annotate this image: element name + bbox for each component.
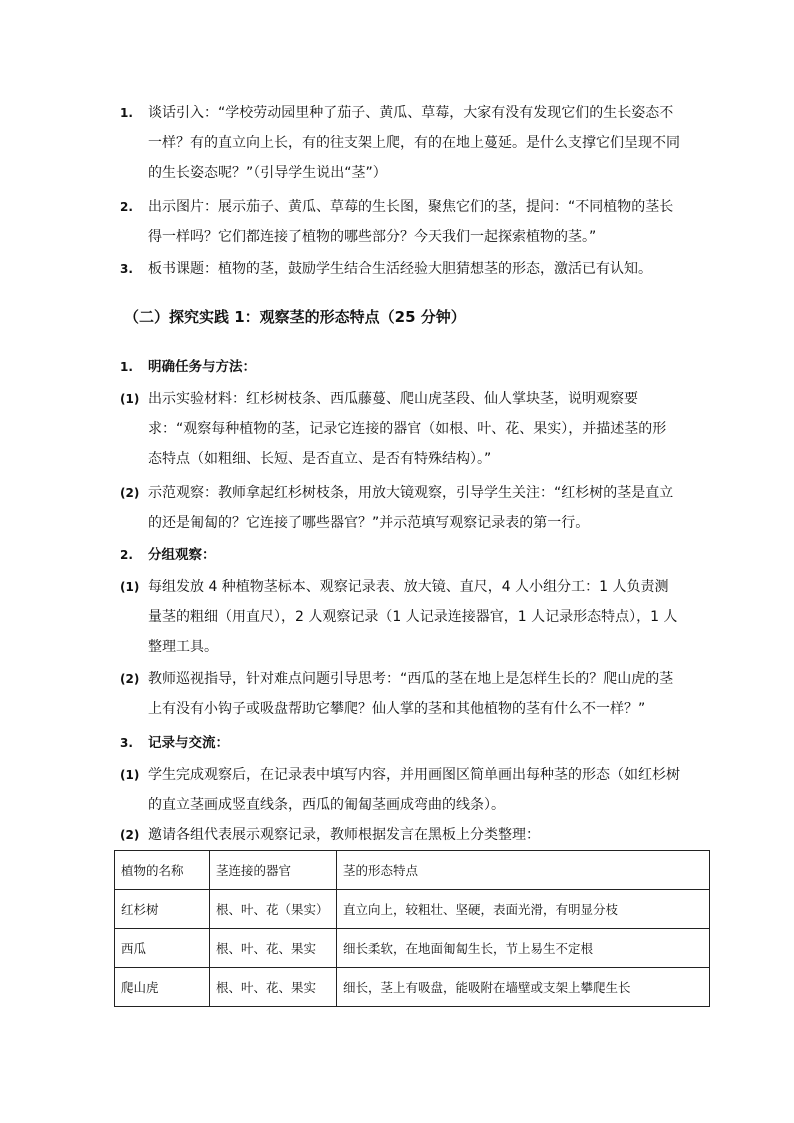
table-cell: 根、叶、花（果实） bbox=[210, 890, 337, 929]
intro-item-3 bbox=[120, 254, 680, 284]
table-cell: 西瓜 bbox=[115, 929, 210, 968]
step-title: 分组观察： bbox=[148, 547, 216, 563]
table-cell: 根、叶、花、果实 bbox=[210, 968, 337, 1007]
list-text: 谈话引入：“学校劳动园里种了茄子、黄瓜、草莓，大家有没有发现它们的生长姿态不一样？有的直立向上长，有的往支架上爬，有的在地上蔓延。是什么支撑它们呈现不同的生长姿态呢？”（引导学生说出“茎”） bbox=[148, 105, 680, 181]
step-1-heading bbox=[120, 352, 680, 382]
table-row bbox=[115, 968, 710, 1007]
list-text: 出示图片：展示茄子、黄瓜、草莓的生长图，聚焦它们的茎，提问：“不同植物的茎长得一样吗？它们都连接了植物的哪些部分？今天我们一起探索植物的茎。” bbox=[148, 199, 674, 245]
table-cell: 爬山虎 bbox=[115, 968, 210, 1007]
list-text: 学生完成观察后，在记录表中填写内容，并用画图区简单画出每种茎的形态（如红杉树的直立茎画成竖直线条，西瓜的匍匐茎画成弯曲的线条）。 bbox=[148, 767, 680, 813]
sub-list-number: (2) bbox=[120, 672, 140, 686]
table-cell: 细长，茎上有吸盘，能吸附在墙壁或支架上攀爬生长 bbox=[337, 968, 710, 1007]
step-2-heading bbox=[120, 540, 680, 570]
list-text: 每组发放 4 种植物茎标本、观察记录表、放大镜、直尺，4 人小组分工：1 人负责测量茎的粗细（用直尺），2 人观察记录（1 人记录连接器官，1 人记录形态特点），1 人整理工具。 bbox=[148, 579, 678, 655]
intro-item-2 bbox=[120, 192, 680, 252]
list-text: 教师巡视指导，针对难点问题引导思考：“西瓜的茎在地上是怎样生长的？爬山虎的茎上有没有小钩子或吸盘帮助它攀爬？仙人掌的茎和其他植物的茎有什么不一样？” bbox=[148, 671, 674, 717]
list-number: 1. bbox=[120, 106, 133, 120]
step-title: 记录与交流： bbox=[148, 735, 229, 751]
step-3-item-2 bbox=[120, 820, 680, 850]
list-text: 示范观察：教师拿起红杉树枝条，用放大镜观察，引导学生关注：“红杉树的茎是直立的还是匍匐的？它连接了哪些器官？”并示范填写观察记录表的第一行。 bbox=[148, 485, 674, 531]
step-1-item-1 bbox=[120, 384, 680, 474]
step-3-item-1 bbox=[120, 760, 680, 820]
observation-table bbox=[114, 850, 710, 1007]
list-number: 2. bbox=[120, 548, 133, 562]
list-text: 邀请各组代表展示观察记录，教师根据发言在黑板上分类整理： bbox=[148, 827, 540, 843]
table-header-cell: 茎的形态特点 bbox=[337, 851, 710, 890]
sub-list-number: (1) bbox=[120, 768, 140, 782]
step-1-item-2 bbox=[120, 478, 680, 538]
list-number: 3. bbox=[120, 262, 133, 276]
step-title: 明确任务与方法： bbox=[148, 359, 256, 375]
sub-list-number: (1) bbox=[120, 580, 140, 594]
list-text: 出示实验材料：红杉树枝条、西瓜藤蔓、爬山虎茎段、仙人掌块茎，说明观察要求：“观察每种植物的茎，记录它连接的器官（如根、叶、花、果实），并描述茎的形态特点（如粗细、长短、是否直立、是否有特殊结构）。” bbox=[148, 391, 667, 467]
sub-list-number: (2) bbox=[120, 486, 140, 500]
list-number: 2. bbox=[120, 200, 133, 214]
step-2-item-1 bbox=[120, 572, 680, 662]
list-number: 1. bbox=[120, 360, 133, 374]
sub-list-number: (2) bbox=[120, 828, 140, 842]
table-header-cell: 植物的名称 bbox=[115, 851, 210, 890]
table-header-row bbox=[115, 851, 710, 890]
sub-list-number: (1) bbox=[120, 392, 140, 406]
table-cell: 根、叶、花、果实 bbox=[210, 929, 337, 968]
table-cell: 细长柔软，在地面匍匐生长，节上易生不定根 bbox=[337, 929, 710, 968]
table-header-cell: 茎连接的器官 bbox=[210, 851, 337, 890]
table-row bbox=[115, 890, 710, 929]
list-number: 3. bbox=[120, 736, 133, 750]
step-2-item-2 bbox=[120, 664, 680, 724]
list-text: 板书课题：植物的茎，鼓励学生结合生活经验大胆猜想茎的形态，激活已有认知。 bbox=[148, 261, 652, 277]
intro-item-1 bbox=[120, 98, 680, 188]
table-cell: 直立向上，较粗壮、坚硬，表面光滑，有明显分枝 bbox=[337, 890, 710, 929]
table-row bbox=[115, 929, 710, 968]
table-cell: 红杉树 bbox=[115, 890, 210, 929]
step-3-heading bbox=[120, 728, 680, 758]
section-heading: （二）探究实践 1：观察茎的形态特点（25 分钟） bbox=[124, 308, 466, 326]
